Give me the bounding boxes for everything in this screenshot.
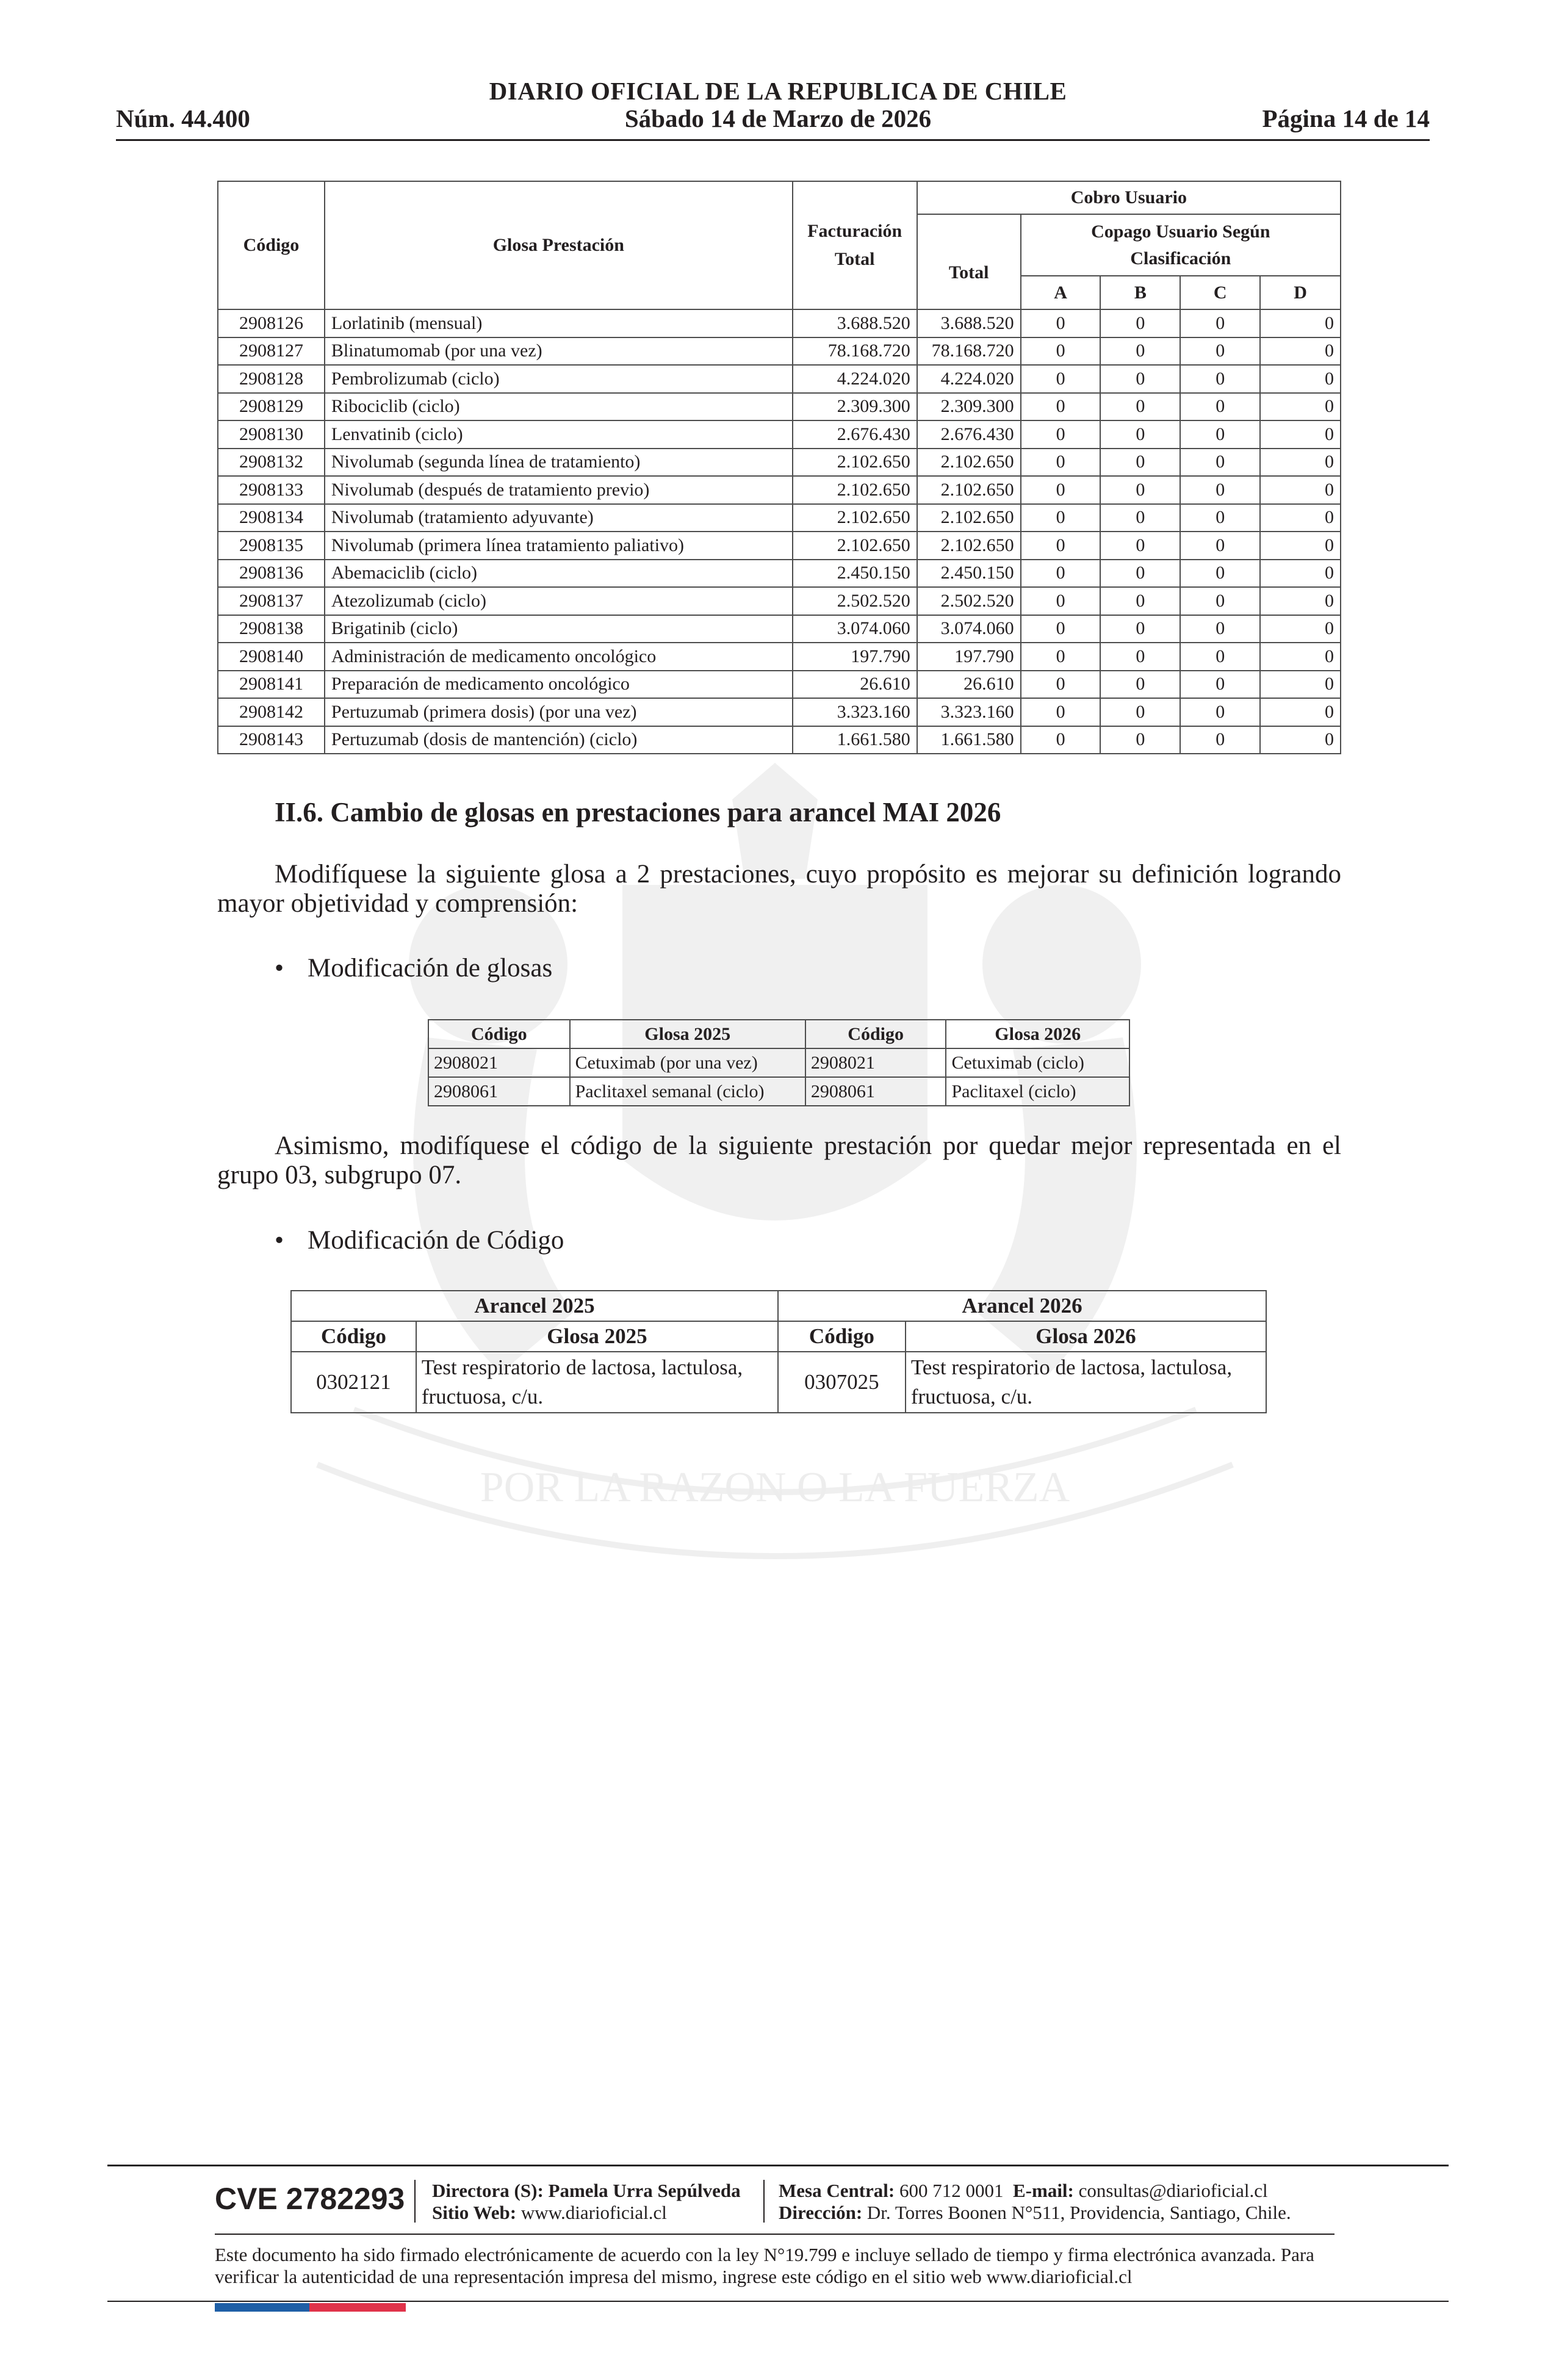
table-row [218, 560, 1341, 588]
cell-glosa: Blinatumomab (por una vez) [325, 337, 793, 366]
cell-codigo: 2908129 [218, 393, 325, 421]
arancel-header-glosa-2025: Glosa 2025 [416, 1321, 778, 1352]
cell-b: 0 [1100, 615, 1180, 643]
cell-glosa: Nivolumab (primera línea tratamiento paliativo) [325, 532, 793, 560]
cell-a: 0 [1021, 393, 1101, 421]
col-header-d: D [1260, 276, 1341, 309]
cell-total: 2.102.650 [917, 532, 1021, 560]
copago-label: Copago Usuario Según [1091, 221, 1270, 242]
arancel-header-glosa-2026: Glosa 2026 [906, 1321, 1266, 1352]
cell-d: 0 [1260, 698, 1341, 726]
col-header-b: B [1100, 276, 1180, 309]
cell-a: 0 [1021, 532, 1101, 560]
cell: 0307025 [778, 1352, 906, 1413]
cell-codigo: 2908143 [218, 726, 325, 754]
table-row [428, 1077, 1129, 1106]
cell-facturacion: 2.102.650 [793, 449, 917, 477]
cell-codigo: 2908141 [218, 671, 325, 699]
cell-facturacion: 3.688.520 [793, 309, 917, 337]
cell-d: 0 [1260, 615, 1341, 643]
glosas-header-codigo-2025: Código [428, 1020, 570, 1048]
cell-c: 0 [1180, 337, 1260, 366]
cell-b: 0 [1100, 671, 1180, 699]
clasificacion-label: Clasificación [1130, 248, 1231, 269]
cell: 2908061 [805, 1077, 946, 1106]
cell-facturacion: 2.102.650 [793, 504, 917, 532]
directora-name: Pamela Urra Sepúlveda [548, 2180, 741, 2201]
col-header-codigo: Código [218, 181, 325, 309]
cell-codigo: 2908134 [218, 504, 325, 532]
cell-d: 0 [1260, 643, 1341, 671]
bullet-modificacion-codigo: • Modificación de Código [275, 1226, 564, 1255]
cell-glosa: Abemaciclib (ciclo) [325, 560, 793, 588]
cell-c: 0 [1180, 309, 1260, 337]
cell-codigo: 2908142 [218, 698, 325, 726]
cell-a: 0 [1021, 587, 1101, 615]
cell-d: 0 [1260, 476, 1341, 504]
cell-b: 0 [1100, 365, 1180, 393]
cell-total: 2.450.150 [917, 560, 1021, 588]
mesa-value: 600 712 0001 [899, 2180, 1004, 2201]
cell-glosa: Lorlatinib (mensual) [325, 309, 793, 337]
cell: 2908021 [428, 1048, 570, 1077]
cell: Test respiratorio de lactosa, lactulosa, fructuosa, c/u. [416, 1352, 778, 1413]
cell: Paclitaxel semanal (ciclo) [570, 1077, 805, 1106]
cell: Test respiratorio de lactosa, lactulosa, fructuosa, c/u. [906, 1352, 1266, 1413]
bullet-text: Modificación de Código [308, 1226, 564, 1255]
cell-facturacion: 78.168.720 [793, 337, 917, 366]
cell-glosa: Pertuzumab (primera dosis) (por una vez) [325, 698, 793, 726]
cell-b: 0 [1100, 393, 1180, 421]
cell: Cetuximab (ciclo) [946, 1048, 1129, 1077]
cell-facturacion: 2.450.150 [793, 560, 917, 588]
cell-glosa: Lenvatinib (ciclo) [325, 420, 793, 449]
cell-d: 0 [1260, 504, 1341, 532]
cell-glosa: Pembrolizumab (ciclo) [325, 365, 793, 393]
cell-facturacion: 2.102.650 [793, 476, 917, 504]
cell-facturacion: 1.661.580 [793, 726, 917, 754]
cell-c: 0 [1180, 615, 1260, 643]
cell-b: 0 [1100, 587, 1180, 615]
cell-a: 0 [1021, 560, 1101, 588]
cell-total: 2.309.300 [917, 393, 1021, 421]
email-label: E-mail: [1013, 2180, 1074, 2201]
table-row [291, 1352, 1266, 1413]
cell-d: 0 [1260, 671, 1341, 699]
cell-b: 0 [1100, 560, 1180, 588]
direccion-value: Dr. Torres Boonen N°511, Providencia, Santiago, Chile. [866, 2202, 1291, 2223]
arancel-header-codigo-2026: Código [778, 1321, 906, 1352]
cell-b: 0 [1100, 532, 1180, 560]
header-rule [116, 139, 1430, 141]
table-row [218, 671, 1341, 699]
cell-b: 0 [1100, 504, 1180, 532]
paragraph-codigo [217, 1131, 1341, 1190]
cell-a: 0 [1021, 476, 1101, 504]
cell-total: 78.168.720 [917, 337, 1021, 366]
col-header-glosa: Glosa Prestación [325, 181, 793, 309]
cell: Cetuximab (por una vez) [570, 1048, 805, 1077]
cve-code: CVE 2782293 [215, 2182, 405, 2216]
cell-glosa: Brigatinib (ciclo) [325, 615, 793, 643]
newspaper-title: DIARIO OFICIAL DE LA REPUBLICA DE CHILE [489, 77, 1067, 105]
cell-facturacion: 2.309.300 [793, 393, 917, 421]
cell-facturacion: 4.224.020 [793, 365, 917, 393]
cell-glosa: Nivolumab (segunda línea de tratamiento) [325, 449, 793, 477]
sitio-link[interactable]: www.diarioficial.cl [520, 2202, 667, 2223]
sitio-label: Sitio Web: [432, 2202, 517, 2223]
arancel-2025-header: Arancel 2025 [291, 1291, 778, 1321]
cell-c: 0 [1180, 671, 1260, 699]
cell-b: 0 [1100, 420, 1180, 449]
paragraph-glosas-text: Modifíquese la siguiente glosa a 2 prestaciones, cuyo propósito es mejorar su definición logrando mayor objetividad y comprensión: [217, 860, 1341, 918]
cell-a: 0 [1021, 420, 1101, 449]
cell-codigo: 2908136 [218, 560, 325, 588]
glosas-header-glosa-2026: Glosa 2026 [946, 1020, 1129, 1048]
cell-codigo: 2908138 [218, 615, 325, 643]
cell-total: 26.610 [917, 671, 1021, 699]
cell-b: 0 [1100, 476, 1180, 504]
cell-glosa: Atezolizumab (ciclo) [325, 587, 793, 615]
bullet-text: Modificación de glosas [308, 954, 553, 983]
cell: 0302121 [291, 1352, 416, 1413]
cell-d: 0 [1260, 532, 1341, 560]
cell-codigo: 2908128 [218, 365, 325, 393]
table-row [218, 504, 1341, 532]
prestaciones-table [217, 181, 1341, 754]
cell-total: 2.676.430 [917, 420, 1021, 449]
cell-d: 0 [1260, 449, 1341, 477]
cell-facturacion: 3.074.060 [793, 615, 917, 643]
cell-total: 1.661.580 [917, 726, 1021, 754]
col-header-facturacion [793, 181, 917, 309]
cell-facturacion: 197.790 [793, 643, 917, 671]
cell-facturacion: 2.676.430 [793, 420, 917, 449]
footer-divider [763, 2180, 765, 2223]
cell-c: 0 [1180, 587, 1260, 615]
cell-c: 0 [1180, 393, 1260, 421]
cell: 2908021 [805, 1048, 946, 1077]
cell-a: 0 [1021, 615, 1101, 643]
glosas-header-codigo-2026: Código [805, 1020, 946, 1048]
paragraph-glosas [217, 860, 1341, 918]
arancel-header-codigo-2025: Código [291, 1321, 416, 1352]
cell-total: 2.102.650 [917, 449, 1021, 477]
cell-a: 0 [1021, 726, 1101, 754]
legal-notice: Este documento ha sido firmado electrónicamente de acuerdo con la ley N°19.799 e incluye sellado de tiempo y firma electrónica avanzada. Para verificar la autenticidad de una representación impresa del mismo, ingrese este código en el sitio web www.diarioficial.cl [215, 2244, 1314, 2287]
directora-label: Directora (S): [432, 2180, 544, 2201]
cell-b: 0 [1100, 337, 1180, 366]
cell-a: 0 [1021, 504, 1101, 532]
cell-c: 0 [1180, 532, 1260, 560]
issue-number: Núm. 44.400 [116, 104, 250, 132]
cell-c: 0 [1180, 476, 1260, 504]
cell-codigo: 2908127 [218, 337, 325, 366]
cell-c: 0 [1180, 365, 1260, 393]
col-header-cobro-usuario: Cobro Usuario [917, 181, 1341, 214]
cell-glosa: Nivolumab (después de tratamiento previo) [325, 476, 793, 504]
cell-codigo: 2908135 [218, 532, 325, 560]
cell-c: 0 [1180, 560, 1260, 588]
paragraph-codigo-text: Asimismo, modifíquese el código de la siguiente prestación por quedar mejor representada en el grupo 03, subgrupo 07. [217, 1131, 1341, 1189]
table-row [428, 1048, 1129, 1077]
footer-divider [414, 2180, 416, 2223]
cell: Paclitaxel (ciclo) [946, 1077, 1129, 1106]
table-row [218, 420, 1341, 449]
footer-contact [779, 2180, 1291, 2224]
cell-glosa: Pertuzumab (dosis de mantención) (ciclo) [325, 726, 793, 754]
cell-c: 0 [1180, 643, 1260, 671]
cell-d: 0 [1260, 587, 1341, 615]
flag-bar-blue [215, 2303, 309, 2312]
cell-total: 2.102.650 [917, 504, 1021, 532]
cell-glosa: Ribociclib (ciclo) [325, 393, 793, 421]
flag-bar-red [309, 2303, 406, 2312]
table-row [218, 337, 1341, 366]
direccion-label: Dirección: [779, 2202, 863, 2223]
cell-a: 0 [1021, 449, 1101, 477]
footer-directora [432, 2180, 741, 2224]
cell-d: 0 [1260, 337, 1341, 366]
cell-b: 0 [1100, 643, 1180, 671]
email-link[interactable]: consultas@diarioficial.cl [1078, 2180, 1268, 2201]
bullet-modificacion-glosas: • Modificación de glosas [275, 954, 553, 983]
table-row [218, 476, 1341, 504]
cell-total: 3.688.520 [917, 309, 1021, 337]
cell-facturacion: 2.502.520 [793, 587, 917, 615]
page-number: Página 14 de 14 [1262, 104, 1430, 132]
cell-codigo: 2908130 [218, 420, 325, 449]
section-heading: II.6. Cambio de glosas en prestaciones para arancel MAI 2026 [275, 797, 1001, 828]
glosas-header-glosa-2025: Glosa 2025 [570, 1020, 805, 1048]
glosas-table [428, 1019, 1130, 1106]
col-header-c: C [1180, 276, 1260, 309]
cell-a: 0 [1021, 365, 1101, 393]
col-header-a: A [1021, 276, 1101, 309]
cell-codigo: 2908133 [218, 476, 325, 504]
cell-d: 0 [1260, 420, 1341, 449]
cell-total: 2.102.650 [917, 476, 1021, 504]
cell-total: 197.790 [917, 643, 1021, 671]
cell-d: 0 [1260, 365, 1341, 393]
cell-b: 0 [1100, 726, 1180, 754]
arancel-2026-header: Arancel 2026 [778, 1291, 1266, 1321]
cell-glosa: Nivolumab (tratamiento adyuvante) [325, 504, 793, 532]
cell-codigo: 2908126 [218, 309, 325, 337]
cell-a: 0 [1021, 309, 1101, 337]
cell-d: 0 [1260, 726, 1341, 754]
cell-facturacion: 2.102.650 [793, 532, 917, 560]
watermark-motto: POR LA RAZON O LA FUERZA [480, 1464, 1070, 1511]
cell-glosa: Administración de medicamento oncológico [325, 643, 793, 671]
table-row [218, 726, 1341, 754]
cell-glosa: Preparación de medicamento oncológico [325, 671, 793, 699]
cell: 2908061 [428, 1077, 570, 1106]
facturacion-label: Facturación [807, 221, 902, 241]
col-header-copago [1021, 214, 1341, 276]
table-row [218, 532, 1341, 560]
footer-rule-mid [215, 2234, 1334, 2235]
cell-d: 0 [1260, 309, 1341, 337]
cell-a: 0 [1021, 643, 1101, 671]
cell-c: 0 [1180, 504, 1260, 532]
cell-total: 3.074.060 [917, 615, 1021, 643]
footer-rule-top [107, 2165, 1449, 2166]
table-row [218, 615, 1341, 643]
cell-a: 0 [1021, 337, 1101, 366]
cell-total: 2.502.520 [917, 587, 1021, 615]
cell-d: 0 [1260, 393, 1341, 421]
footer-rule-bottom [107, 2301, 1449, 2302]
cell-c: 0 [1180, 449, 1260, 477]
table-row [218, 587, 1341, 615]
table-row [218, 698, 1341, 726]
cell-total: 4.224.020 [917, 365, 1021, 393]
table-row [218, 643, 1341, 671]
cell-total: 3.323.160 [917, 698, 1021, 726]
mesa-label: Mesa Central: [779, 2180, 895, 2201]
table-row [218, 309, 1341, 337]
arancel-table [290, 1290, 1267, 1413]
col-header-total: Total [917, 214, 1021, 309]
cell-codigo: 2908140 [218, 643, 325, 671]
cell-a: 0 [1021, 698, 1101, 726]
cell-b: 0 [1100, 698, 1180, 726]
cell-a: 0 [1021, 671, 1101, 699]
prestaciones-body [218, 309, 1341, 754]
cell-codigo: 2908137 [218, 587, 325, 615]
cell-b: 0 [1100, 449, 1180, 477]
cell-c: 0 [1180, 420, 1260, 449]
issue-date: Sábado 14 de Marzo de 2026 [624, 104, 932, 132]
cell-d: 0 [1260, 560, 1341, 588]
cell-c: 0 [1180, 726, 1260, 754]
table-row [218, 393, 1341, 421]
cell-codigo: 2908132 [218, 449, 325, 477]
facturacion-total-label: Total [834, 249, 875, 269]
cell-facturacion: 26.610 [793, 671, 917, 699]
table-row [218, 449, 1341, 477]
cell-facturacion: 3.323.160 [793, 698, 917, 726]
cell-b: 0 [1100, 309, 1180, 337]
cell-c: 0 [1180, 698, 1260, 726]
table-row [218, 365, 1341, 393]
